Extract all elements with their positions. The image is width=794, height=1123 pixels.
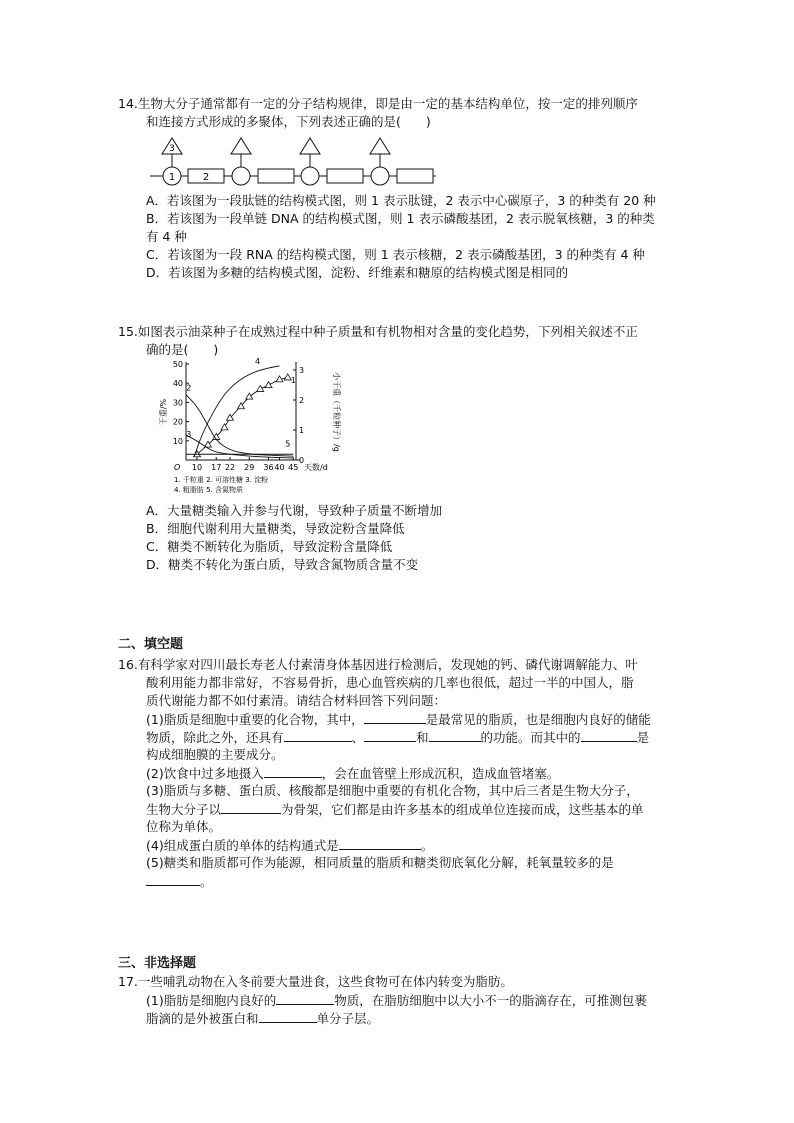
y-tick-label: 10 xyxy=(172,436,183,446)
q15-option-d: D．糖类不转化为蛋白质，导致含氮物质含量不变 xyxy=(146,557,419,572)
unit-circle xyxy=(232,167,250,185)
origin-label: O xyxy=(174,463,181,472)
y-tick-label: 30 xyxy=(172,398,183,408)
answer-blank[interactable] xyxy=(364,710,426,724)
unit-circle xyxy=(301,167,319,185)
seed-maturation-chart xyxy=(158,356,344,500)
series-1-point xyxy=(257,385,264,391)
x-tick-label: 36 xyxy=(263,463,274,472)
q14-option-b-cont: 有 4 种 xyxy=(146,229,187,244)
q16-part-1a xyxy=(146,710,651,729)
q16-text: (2)饮食中过多地摄入 xyxy=(146,766,264,781)
legend-line-1: 1. 千粒重 2. 可溶性糖 3. 淀粉 xyxy=(174,476,269,484)
q16-line-3: 质代谢能力都不如付素清。请结合材料回答下列问题： xyxy=(146,693,447,708)
q16-part-1b xyxy=(146,728,649,747)
unit-rect xyxy=(327,169,363,183)
answer-blank[interactable] xyxy=(259,1009,317,1023)
series-label-5: 5 xyxy=(285,439,291,449)
q15-option-b: B．细胞代谢利用大量糖类，导致淀粉含量降低 xyxy=(146,521,405,536)
q16-part-3c: 位称为单体。 xyxy=(146,819,222,834)
answer-blank[interactable] xyxy=(146,872,200,886)
q15-option-c: C．糖类不断转化为脂质，导致淀粉含量降低 xyxy=(146,539,393,554)
legend-line-2: 4. 粗脂肪 5. 含氮物质 xyxy=(174,486,244,494)
q16-part-1c: 构成细胞膜的主要成分。 xyxy=(146,747,284,762)
y-axis-label: 干重/% xyxy=(159,398,168,426)
q16-part-2 xyxy=(146,764,559,783)
unit-circle xyxy=(371,167,389,185)
x-tick-label: 22 xyxy=(224,463,236,472)
q16-text: 的功能。而其中的 xyxy=(480,730,581,745)
q17-text: 物质，在脂肪细胞中以大小不一的脂滴存在，可推测包裹 xyxy=(334,993,647,1008)
y2-axis-label: 小干重（千粒种子）/g xyxy=(332,372,341,452)
q15-stem-line-1: 15.如图表示油菜种子在成熟过程中种子质量和有机物相对含量的变化趋势，下列相关叙述不正 xyxy=(118,324,638,339)
section-2-title: 二、填空题 xyxy=(118,637,184,652)
x-tick-label: 10 xyxy=(191,463,203,472)
q16-text: 。 xyxy=(200,874,213,889)
q16-text: 和 xyxy=(416,730,429,745)
q16-part-3a: (3)脂质与多糖、蛋白质、核酸都是细胞中重要的有机化合物，其中后三者是生物大分子， xyxy=(146,783,639,798)
series-label-1: 1 xyxy=(290,376,296,386)
series-label-4: 4 xyxy=(254,356,261,366)
q16-part-5b xyxy=(146,872,213,891)
q15-stem-line-2: 确的是( ) xyxy=(146,342,219,357)
x-tick-label: 45 xyxy=(288,463,299,472)
y2-tick-label: 2 xyxy=(299,396,305,405)
x-tick-label: 17 xyxy=(211,463,222,472)
answer-blank[interactable] xyxy=(581,728,637,742)
q17-part-1a xyxy=(146,991,647,1010)
q14-option-d: D．若该图为多糖的结构模式图，淀粉、纤维素和糖原的结构模式图是相同的 xyxy=(146,265,569,280)
series-1-point xyxy=(265,382,272,388)
q14-stem-line-2: 和连接方式形成的多聚体，下列表述正确的是( ) xyxy=(146,114,431,129)
y-tick-label: 20 xyxy=(172,417,183,427)
q16-text: ，会在血管壁上形成沉积，造成血管堵塞。 xyxy=(321,766,560,781)
y-tick-label: 50 xyxy=(172,360,183,369)
q16-line-1: 16.有科学家对四川最长寿老人付素清身体基因进行检测后，发现她的钙、磷代谢调解能力、叶 xyxy=(118,657,638,672)
answer-blank[interactable] xyxy=(221,800,281,814)
q16-line-2: 酸利用能力都非常好，不容易骨折，患心血管疾病的几率也很低，超过一半的中国人，脂 xyxy=(146,675,634,690)
q17-text: (1)脂肪是细胞内良好的 xyxy=(146,993,277,1008)
y-tick-label: 40 xyxy=(172,379,183,389)
x-axis-label: 天数/d xyxy=(304,463,328,472)
answer-blank[interactable] xyxy=(276,991,334,1005)
series-line-2 xyxy=(186,395,293,456)
y2-tick-label: 0 xyxy=(299,456,305,465)
x-tick-label: 40 xyxy=(274,463,285,472)
unit-triangle xyxy=(231,138,251,154)
polymer-structure-diagram xyxy=(140,136,440,188)
series-1-point xyxy=(221,424,228,430)
unit-triangle xyxy=(370,138,390,154)
answer-blank[interactable] xyxy=(284,728,352,742)
unit-triangle xyxy=(300,138,320,154)
q16-text: 、 xyxy=(351,730,365,745)
q16-part-3b xyxy=(146,800,644,819)
answer-blank[interactable] xyxy=(429,728,481,742)
q14-option-a: A．若该图为一段肽链的结构模式图，则 1 表示肽键，2 表示中心碳原子，3 的种类有 20 种 xyxy=(146,193,656,208)
answer-blank[interactable] xyxy=(364,728,416,742)
series-label-2: 2 xyxy=(186,383,192,393)
series-1-point xyxy=(246,393,253,399)
y2-tick-label: 3 xyxy=(299,366,305,375)
q16-text: 是 xyxy=(636,730,650,745)
q17-part-1b xyxy=(146,1009,379,1028)
q16-part-4 xyxy=(146,836,433,855)
q16-text: 是最常见的脂质，也是细胞内良好的储能 xyxy=(425,712,651,727)
diagram-label-2: 2 xyxy=(202,172,210,183)
q16-text: 物质，除此之外，还具有 xyxy=(146,730,284,745)
q16-text: 生物大分子以 xyxy=(146,802,222,817)
series-label-3: 3 xyxy=(186,430,192,440)
q16-text: (4)组成蛋白质的单体的结构通式是 xyxy=(146,838,339,853)
y2-tick-label: 1 xyxy=(299,426,305,435)
q16-text: 为骨架，它们都是由许多基本的组成单位连接而成，这些基本的单 xyxy=(281,802,644,817)
q17-stem: 17.一些哺乳动物在入冬前要大量进食，这些食物可在体内转变为脂肪。 xyxy=(118,974,513,989)
q14-stem-line-1: 14.生物大分子通常都有一定的分子结构规律，即是由一定的基本结构单位，按一定的排列顺序 xyxy=(118,96,638,111)
diagram-label-1: 1 xyxy=(168,172,176,183)
q16-text: (1)脂质是细胞中重要的化合物，其中， xyxy=(146,712,364,727)
q17-text: 脂滴的是外被蛋白和 xyxy=(146,1011,259,1026)
q16-part-5a: (5)糖类和脂质都可作为能源，相同质量的脂质和糖类彻底氧化分解，耗氧量较多的是 xyxy=(146,855,614,870)
q14-option-c: C．若该图为一段 RNA 的结构模式图，则 1 表示核糖，2 表示磷酸基团，3 的种类有 4 种 xyxy=(146,247,645,262)
q17-text: 单分子层。 xyxy=(316,1011,380,1026)
diagram-label-3: 3 xyxy=(169,144,175,154)
q16-text: 。 xyxy=(420,838,434,853)
series-line-1 xyxy=(197,377,291,454)
answer-blank[interactable] xyxy=(339,836,421,850)
unit-rect xyxy=(258,169,294,183)
x-tick-label: 29 xyxy=(244,463,255,472)
unit-rect xyxy=(397,169,433,183)
q14-option-b: B．若该图为一段单链 DNA 的结构模式图，则 1 表示磷酸基团，2 表示脱氧核糖，3 的种类 xyxy=(146,211,655,226)
section-3-title: 三、非选择题 xyxy=(118,956,197,971)
answer-blank[interactable] xyxy=(264,764,322,778)
q15-option-a: A．大量糖类输入并参与代谢，导致种子质量不断增加 xyxy=(146,503,443,518)
